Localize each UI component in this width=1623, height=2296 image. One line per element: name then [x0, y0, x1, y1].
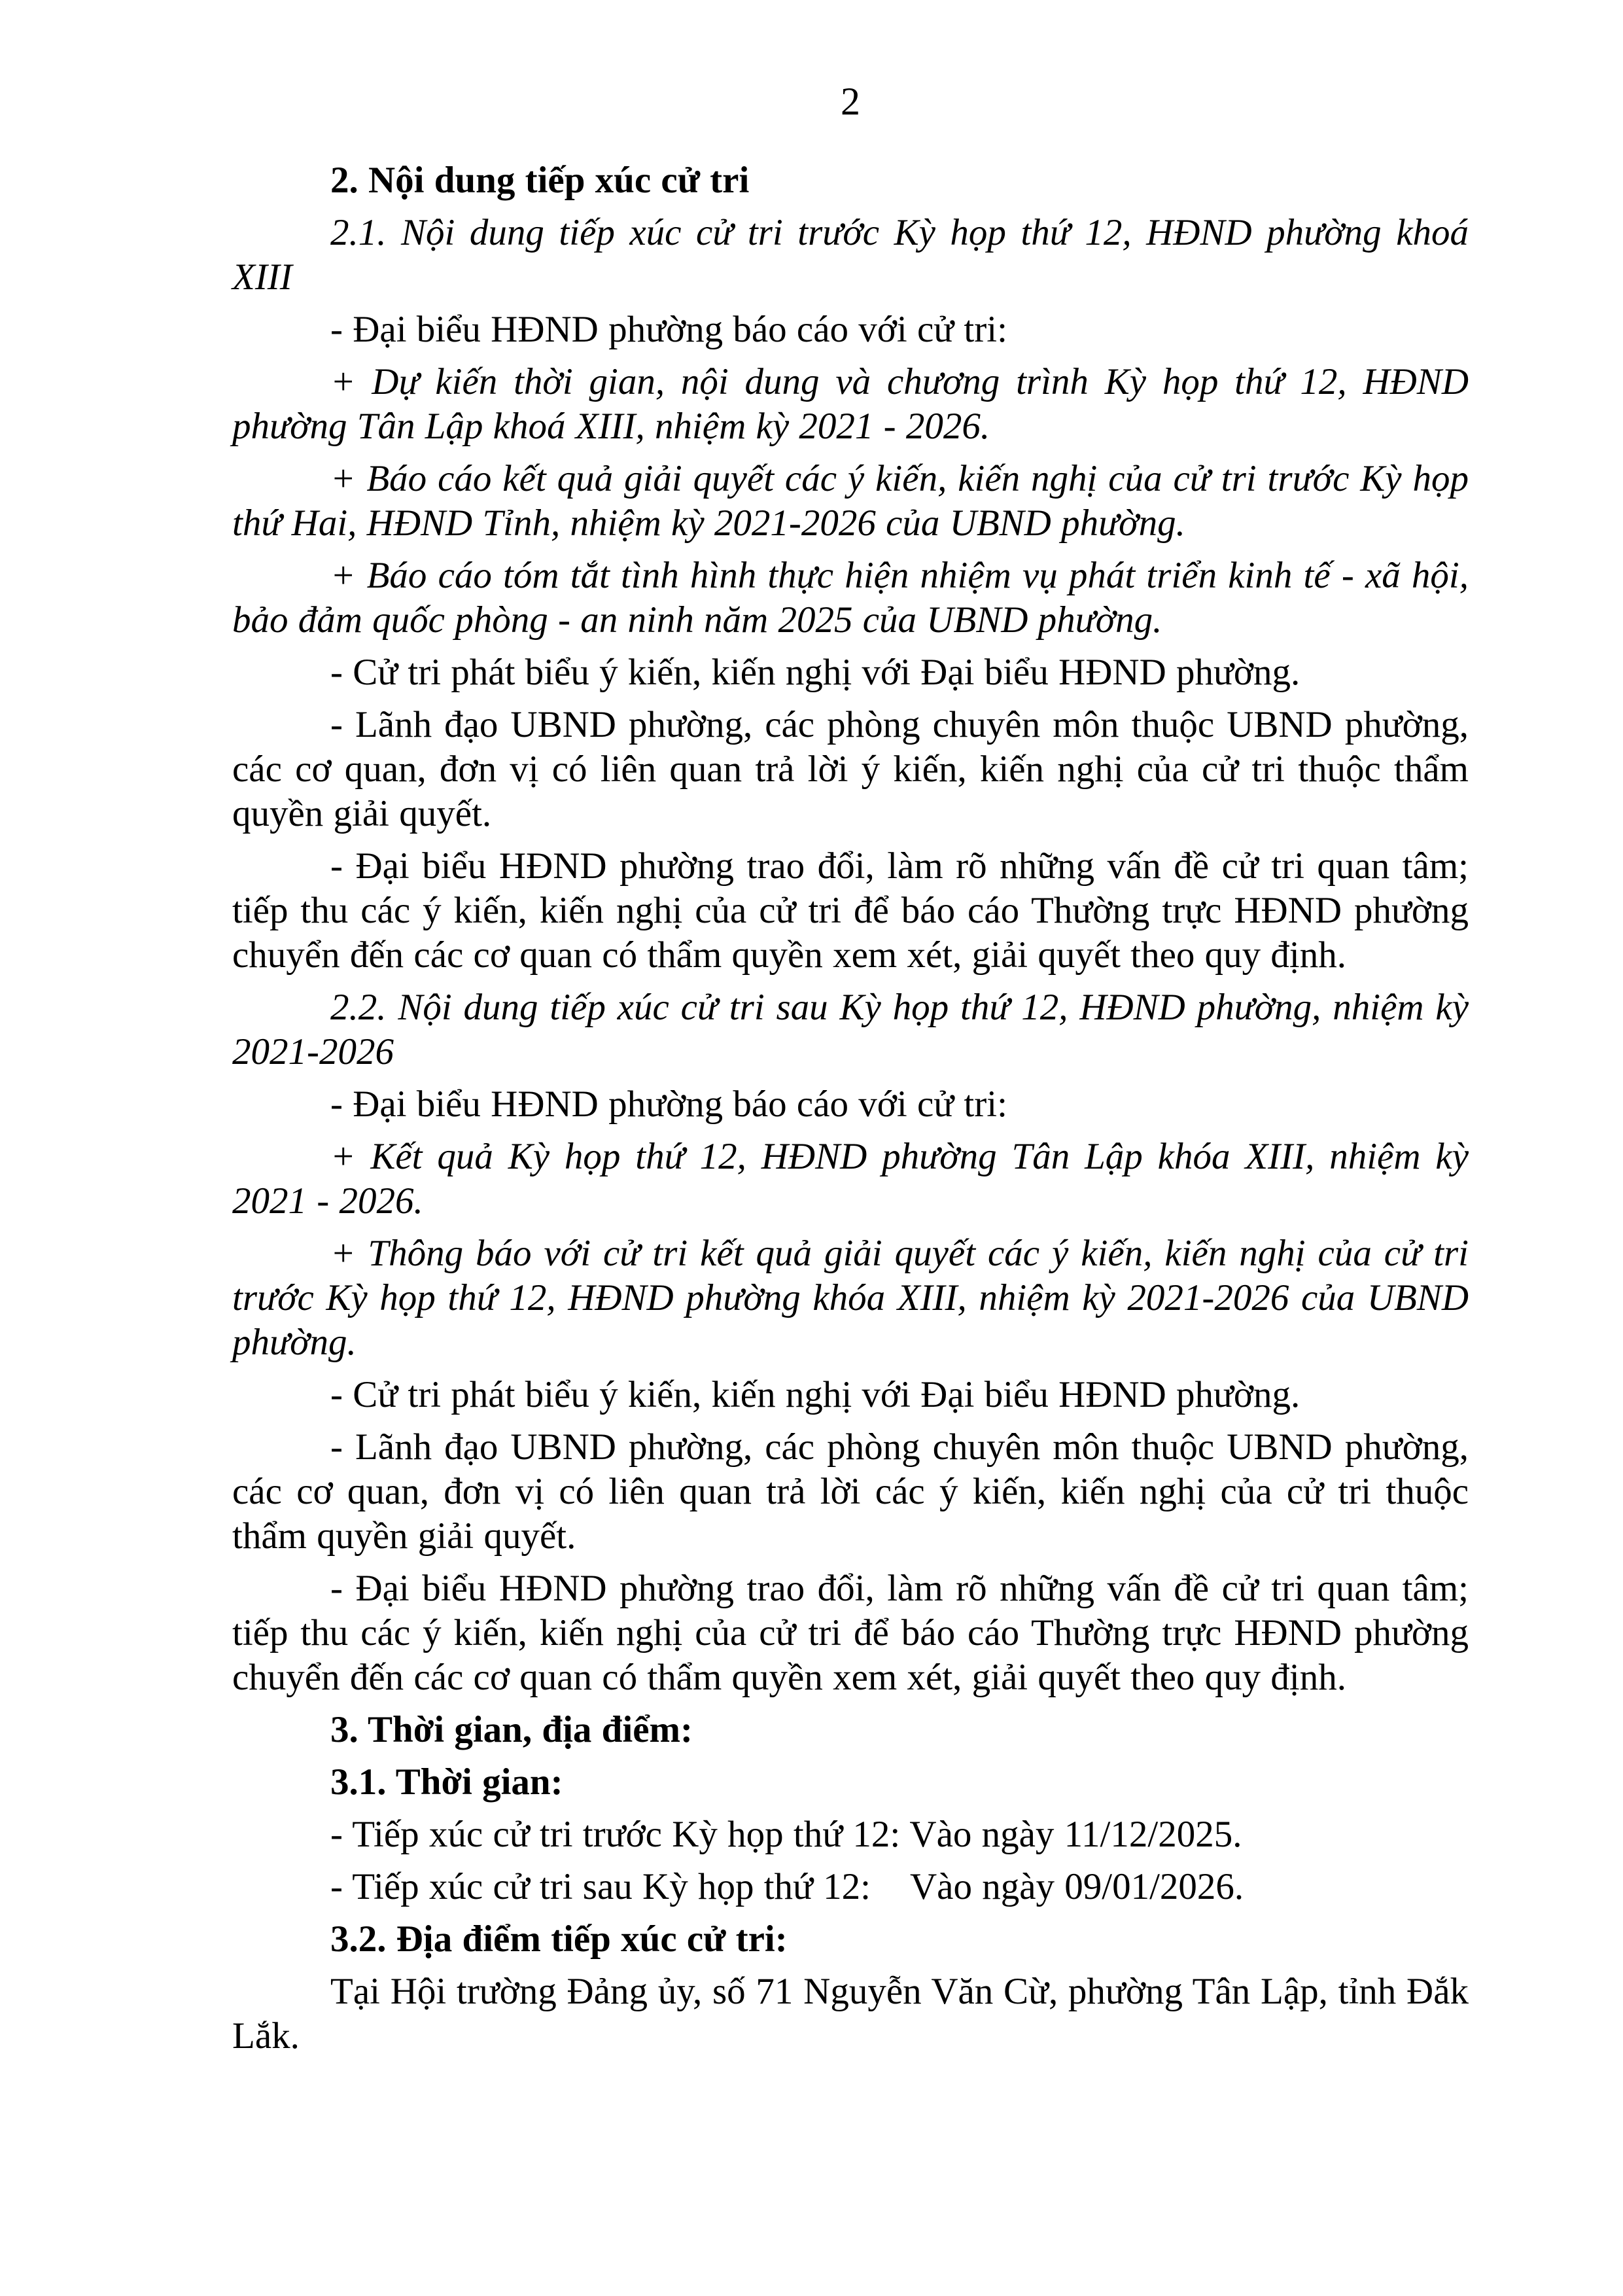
para-tiep-xuc-sau-ky-hop: - Tiếp xúc cử tri sau Kỳ họp thứ 12: Vào ngày 09/01/2026. [330, 1866, 1244, 1907]
heading-section-2: 2. Nội dung tiếp xúc cử tri [330, 160, 750, 201]
heading-section-2-1: 2.1. Nội dung tiếp xúc cử tri trước Kỳ họp thứ 12, HĐND phường khoá XIII [232, 212, 1469, 298]
para-du-kien-thoi-gian: + Dự kiến thời gian, nội dung và chương trình Kỳ họp thứ 12, HĐND phường Tân Lập khoá XIII, nhiệm kỳ 2021 - 2026. [232, 361, 1469, 447]
heading-section-3-1: 3.1. Thời gian: [330, 1761, 563, 1803]
para-cu-tri-phat-bieu-1: - Cử tri phát biểu ý kiến, kiến nghị với Đại biểu HĐND phường. [330, 652, 1300, 693]
heading-section-2-2: 2.2. Nội dung tiếp xúc cử tri sau Kỳ họp thứ 12, HĐND phường, nhiệm kỳ 2021-2026 [232, 987, 1469, 1072]
para-tiep-xuc-truoc-ky-hop: - Tiếp xúc cử tri trước Kỳ họp thứ 12: Vào ngày 11/12/2025. [330, 1814, 1242, 1855]
para-cu-tri-phat-bieu-2: - Cử tri phát biểu ý kiến, kiến nghị với Đại biểu HĐND phường. [330, 1374, 1300, 1415]
para-lanh-dao-ubnd-2: - Lãnh đạo UBND phường, các phòng chuyên môn thuộc UBND phường, các cơ quan, đơn vị có liên quan trả lời các ý kiến, kiến nghị của cử tri thuộc thẩm quyền giải quyết. [232, 1426, 1469, 1557]
para-dai-bieu-trao-doi-2: - Đại biểu HĐND phường trao đổi, làm rõ những vấn đề cử tri quan tâm; tiếp thu các ý kiến, kiến nghị của cử tri để báo cáo Thường trực HĐND phường chuyển đến các cơ quan có thẩm quyền xem xét, giải quyết theo quy định. [232, 1568, 1469, 1698]
para-ket-qua-ky-hop: + Kết quả Kỳ họp thứ 12, HĐND phường Tân Lập khóa XIII, nhiệm kỳ 2021 - 2026. [232, 1136, 1469, 1222]
para-lanh-dao-ubnd-1: - Lãnh đạo UBND phường, các phòng chuyên môn thuộc UBND phường, các cơ quan, đơn vị có liên quan trả lời ý kiến, kiến nghị của cử tri thuộc thẩm quyền giải quyết. [232, 704, 1469, 834]
page-number: 2 [841, 80, 860, 123]
para-dai-bieu-bao-cao-1: - Đại biểu HĐND phường báo cáo với cử tri: [330, 309, 1007, 350]
para-dai-bieu-trao-doi-1: - Đại biểu HĐND phường trao đổi, làm rõ những vấn đề cử tri quan tâm; tiếp thu các ý kiến, kiến nghị của cử tri để báo cáo Thường trực HĐND phường chuyển đến các cơ quan có thẩm quyền xem xét, giải quyết theo quy định. [232, 845, 1469, 976]
document-body [232, 158, 1469, 2058]
para-dia-diem: Tại Hội trường Đảng ủy, số 71 Nguyễn Văn Cừ, phường Tân Lập, tỉnh Đắk Lắk. [232, 1971, 1469, 2057]
para-dai-bieu-bao-cao-2: - Đại biểu HĐND phường báo cáo với cử tri: [330, 1084, 1007, 1125]
para-bao-cao-tom-tat: + Báo cáo tóm tắt tình hình thực hiện nhiệm vụ phát triển kinh tế - xã hội, bảo đảm quốc phòng - an ninh năm 2025 của UBND phường. [232, 555, 1469, 641]
para-bao-cao-ket-qua: + Báo cáo kết quả giải quyết các ý kiến, kiến nghị của cử tri trước Kỳ họp thứ Hai, HĐND Tỉnh, nhiệm kỳ 2021-2026 của UBND phường. [232, 458, 1469, 544]
heading-section-3: 3. Thời gian, địa điểm: [330, 1709, 693, 1750]
heading-section-3-2: 3.2. Địa điểm tiếp xúc cử tri: [330, 1918, 788, 1960]
para-thong-bao-ket-qua: + Thông báo với cử tri kết quả giải quyết các ý kiến, kiến nghị của cử tri trước Kỳ họp thứ 12, HĐND phường khóa XIII, nhiệm kỳ 2021-2026 của UBND phường. [232, 1233, 1469, 1363]
